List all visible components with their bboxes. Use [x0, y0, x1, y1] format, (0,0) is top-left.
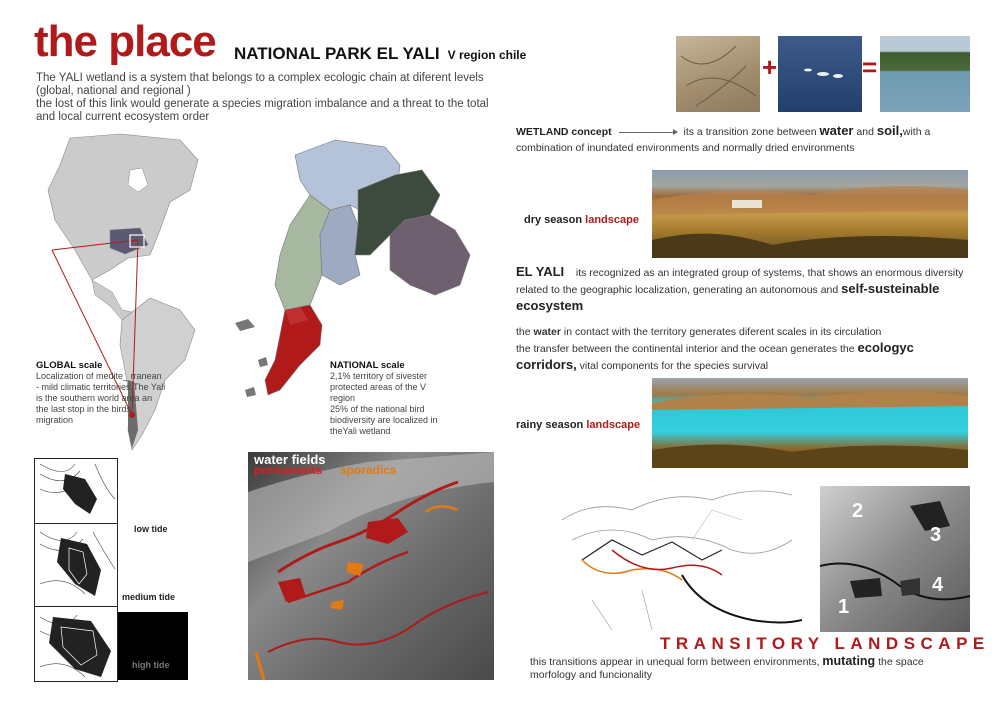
wetland-water-word: water: [819, 123, 854, 138]
wetland-concept-label: WETLAND concept: [516, 126, 612, 138]
rainy-season-prefix: rainy season: [516, 419, 584, 431]
rainy-season-photo: [652, 378, 968, 468]
intro-line-1: The YALI wetland is a system that belongs to a complex ecologic chain at diferent levels (global, national and regional ): [36, 72, 484, 97]
intro-line-2: the lost of this link would generate a species migration imbalance and a threat to the total and local current ecosystem order: [36, 98, 489, 123]
equals-sign: =: [862, 52, 878, 82]
water-para-text-2: the transfer between the continental interior and the ocean generates the: [516, 343, 855, 355]
global-scale-caption: [36, 360, 166, 426]
water-para-text-1: in contact with the territory generates diferent scales in its circulation: [563, 326, 882, 338]
wetland-concept-text: [516, 123, 976, 156]
wetland-soil-word: soil,: [876, 123, 903, 138]
low-tide-diagram: [34, 458, 118, 524]
water-para-the: the: [516, 326, 531, 338]
national-scale-text-2: 25% of the national bird biodiversity are localized in theYali wetland: [330, 404, 438, 436]
wetland-text-2: with a combination of inundated environments and normally dried environments: [516, 126, 931, 154]
water-fields-permanent: permanents: [254, 463, 323, 477]
high-tide-label: high tide: [132, 660, 170, 670]
medium-tide-label: medium tide: [122, 592, 176, 602]
dry-season-prefix: dry season: [524, 214, 583, 226]
wetland-and-word: and: [856, 126, 874, 138]
transitory-text: [530, 655, 970, 682]
wetland-photo: [880, 36, 970, 112]
aerial-number-3: 3: [930, 524, 942, 546]
water-fields-title: water fields: [254, 452, 326, 467]
rainy-season-word: landscape: [586, 419, 641, 431]
water-photo: [778, 36, 862, 112]
transitory-text-2: the space morfology and funcionality: [530, 656, 924, 681]
transitory-bold: mutating: [822, 654, 876, 668]
dry-season-label: [524, 214, 639, 226]
water-fields-map: [248, 452, 494, 680]
transitory-text-1: this transitions appear in unequal form between environments,: [530, 656, 820, 668]
global-scale-heading: GLOBAL scale: [36, 360, 103, 371]
soil-photo: [676, 36, 760, 112]
page-subtitle: [234, 44, 526, 64]
el-yali-name: EL YALI: [516, 264, 565, 279]
page-title: the place: [34, 17, 216, 66]
national-scale-text-1: 2,1% territory of sivester protected areas of the V region: [330, 371, 428, 403]
wetland-text-1: its a transition zone between: [683, 126, 817, 138]
el-yali-description: its recognized as an integrated group of systems, that shows an enormous diversity related to the geographic localization, generating an autonomous and: [516, 267, 964, 296]
water-para-corridors: ecologyc corridors,: [516, 340, 914, 372]
el-yali-text: [516, 264, 976, 315]
aerial-number-1: 1: [838, 596, 850, 618]
el-yali-bold: self-susteinable ecosystem: [516, 281, 940, 313]
low-tide-label: low tide: [134, 524, 168, 534]
intro-text: [36, 72, 496, 124]
national-scale-heading: NATIONAL scale: [330, 360, 405, 371]
aerial-number-4: 4: [932, 574, 944, 596]
national-scale-caption: [330, 360, 445, 437]
rainy-season-label: [516, 419, 640, 431]
park-name: NATIONAL PARK EL YALI: [234, 44, 440, 63]
water-para-water: water: [533, 326, 561, 338]
transitory-title: TRANSITORY LANDSCAPE: [660, 634, 990, 653]
aerial-number-2: 2: [852, 500, 864, 522]
high-tide-diagram: [34, 606, 118, 682]
arrow-icon: [619, 132, 677, 133]
water-fields-sporadic: sporadics: [340, 463, 397, 477]
medium-tide-diagram: [34, 523, 118, 607]
transitory-line-map: [552, 480, 802, 632]
region-label: V region chile: [447, 48, 527, 62]
water-circulation-text: [516, 324, 976, 374]
plus-sign: +: [762, 52, 778, 82]
water-para-text-3: vital components for the species survival: [579, 360, 769, 372]
transitory-aerial-photo: [820, 486, 970, 632]
dry-season-photo: [652, 170, 968, 258]
dry-season-word: landscape: [585, 214, 639, 226]
global-scale-text: Localization of medite_ rranean - mild climatic territories.The Yali is the southern world area an the last stop in the birds migration: [36, 371, 166, 425]
